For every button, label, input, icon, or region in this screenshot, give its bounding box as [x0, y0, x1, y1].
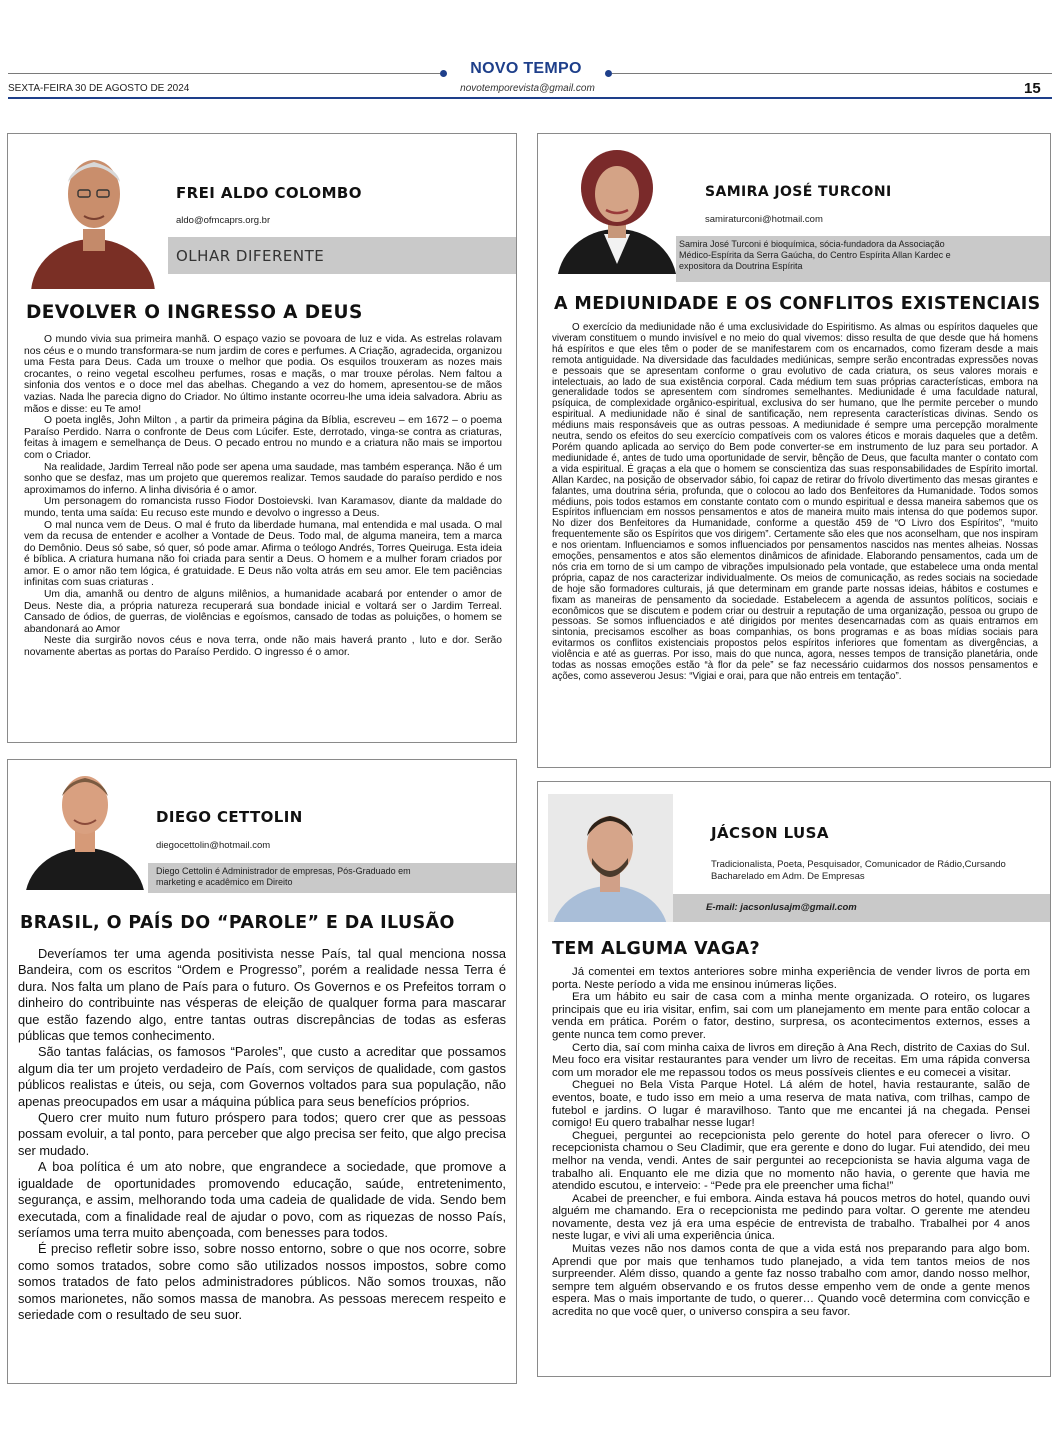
article-paragraph: Um personagem do romancista russo Fiodor Dostoievski. Ivan Karamasov, diante da maldade do mundo, tenta uma saída: Eu recuso este mundo e devolvo o ingresso a Deus. — [24, 496, 502, 519]
author-name: FREI ALDO COLOMBO — [176, 184, 362, 202]
page-number: 15 — [1024, 80, 1041, 97]
article-body — [552, 323, 1038, 683]
author-name: JÁCSON LUSA — [711, 824, 829, 842]
author-portrait-icon — [20, 760, 150, 890]
masthead-dot-left — [440, 70, 447, 77]
author-photo — [548, 794, 673, 922]
author-bio: Tradicionalista, Poeta, Pesquisador, Comunicador de Rádio,Cursando Bacharelado em Adm. De Empresas — [711, 859, 1006, 882]
article-paragraph: Certo dia, saí com minha caixa de livros em direção à Ana Rech, distrito de Caxias do Sul. Meu foco era visitar restaurantes para vender um livro de receitas. Em uma rápida conversa com um morador ele me repassou todos os meus possíveis clientes e eu comecei a visitar. — [552, 1041, 1030, 1079]
author-portrait-icon — [556, 134, 678, 274]
masthead — [0, 0, 1058, 100]
author-photo — [28, 134, 158, 289]
article-body — [18, 946, 506, 1323]
article-paragraph: Quero crer muito num futuro próspero para todos; quero crer que as pessoas possam evoluir, a tal ponto, para perceber que algo precisa ser feito, que algo precisa ser mudado. — [18, 1110, 506, 1158]
article-mediunidade — [537, 133, 1051, 768]
article-headline: DEVOLVER O INGRESSO A DEUS — [26, 302, 363, 323]
author-email[interactable]: E-mail: jacsonlusajm@gmail.com — [706, 902, 857, 913]
author-name: DIEGO CETTOLIN — [156, 808, 303, 826]
article-brasil-parole — [7, 759, 517, 1384]
article-paragraph: Já comentei em textos anteriores sobre minha experiência de vender livros de porta em porta. Neste período a vida me ensinou inúmeras lições. — [552, 966, 1030, 991]
article-headline: BRASIL, O PAÍS DO “PAROLE” E DA ILUSÃO — [20, 913, 455, 933]
article-paragraph: Neste dia surgirão novos céus e nova terra, onde não mais haverá pranto , luto e dor. Serão novamente abertas as portas do Paraíso Perdido. O ingresso é o amor. — [24, 635, 502, 659]
author-email[interactable]: samiraturconi@hotmail.com — [705, 214, 823, 225]
author-photo — [20, 760, 150, 890]
masthead-rule-right — [612, 73, 1052, 74]
article-paragraph: A boa política é um ato nobre, que engrandece a sociedade, que promove a igualdade de oportunidades promovendo educação, saúde, entretenimento, segurança, e assim, melhorando toda uma cadeia de qualidade de vida. Sendo bem executada, com a finalidade real de ajudar o povo, com as riquezas de nosso País, seríamos uma terra muito abençoada, com benesses para todos. — [18, 1159, 506, 1240]
article-paragraph: Cheguei, perguntei ao recepcionista pelo gerente do hotel para oferecer o livro. O recepcionista chamou o Seu Cladimir, que era gerente e dono do lugar. Fui atendido, dei meu melhor na venda, vendi. Antes de sair perguntei ao recepcionista se havia alguma vaga de trabalho ali. Enquanto ele me dizia que no momento não havia, o gerente que havia me atendido escutou, e interveio: - “Pede pra ele preencher uma ficha!” — [552, 1129, 1030, 1193]
article-paragraph: Um dia, amanhã ou dentro de alguns milênios, a humanidade acabará por entender o amor de Deus. Neste dia, a própria natureza recuperará sua bondade inicial e voltará ser o Jardim Terreal. Cansado de ódios, de guerras, de violências e egoísmos, cansado de todas as poluições, o homem se abandonará ao Amor — [24, 589, 502, 635]
article-tem-alguma-vaga — [537, 781, 1051, 1377]
author-bio: Diego Cettolin é Administrador de empresas, Pós-Graduado em marketing e acadêmico em Direito — [156, 866, 411, 887]
author-portrait-icon — [28, 134, 158, 289]
author-name: SAMIRA JOSÉ TURCONI — [705, 184, 892, 200]
article-paragraph: Cheguei no Bela Vista Parque Hotel. Lá além de hotel, havia restaurante, salão de eventos, boate, e tudo isso em meio a uma reserva de mata nativa, com trilhas, campo de futebol e jardins. O lugar é maravilhoso. Tanto que me encantei já na chegada. Pensei comigo! Eu quero trabalhar nesse lugar! — [552, 1079, 1030, 1130]
article-paragraph: É preciso refletir sobre isso, sobre nosso entorno, sobre o que nos ocorre, sobre como somos tratados, sobre como são utilizados nossos impostos, sobre como somos tratados de fato pelos administradores públicos. Não somos trouxas, não somos marionetes, não somos massa de manobra. As pessoas merecem respeito e seriedade com o resultado de seu suor. — [18, 1241, 506, 1322]
article-body — [552, 966, 1030, 1319]
article-paragraph: O exercício da mediunidade não é uma exclusividade do Espiritismo. As almas ou espíritos daqueles que viveram constituem o mundo invisível e no meio do qual vivemos: disso resulta de que desde que há homens há espíritos e que eles têm o poder de se manifestarem com os encarnados, como fizeram desde a mais remota antiguidade. Na diversidade das faculdades mediúnicas, sempre serão encontradas expressões novas e pessoais que se apresentam conforme o grau evolutivo de cada criatura, os seus valores morais e intelectuais, ao lado de sua existência corporal. Cada médium tem suas próprias características, embora na generalidade todos se apresentem com síndromes semelhantes. Mediunidade é uma faculdade natural, psíquica, de complexidade orgânico-espiritual, exclusiva do ser humano, que lhe permite perceber o mundo espiritual. A mediunidade não é sinal de santificação, nem representa características divinas. Sendo os médiuns mais responsáveis que as outras pessoas. A mediunidade é sempre uma percepção moralmente neutra, sendo os efeitos do seu exercício compatíveis com os valores éticos e morais daqueles que a detêm. Porém quando aplicada ao serviço do Bem pode converter-se em instrumento de luz para seu portador. A mediunidade é, antes de tudo uma oportunidade de servir, bênção de Deus, que faculta manter o contato com a vida espiritual. É graças a ela que o homem se conscientiza das suas responsabilidades de Espírito imortal. Allan Kardec, na posição de observador sábio, foi capaz de retirar do frívolo divertimento das mesas girantes e falantes, uma doutrina séria, profunda, que o colocou ao lado dos Benfeitores da Humanidade. Todos somos médiuns, pois todos estamos em constante contato com o mundo espiritual e dessa maneira sabemos que os Espíritos influenciam em nossos pensamentos e atos de maneira muito mais intensa do que podemos supor. No dizer dos Benfeitores da Humanidade, conforme a questão 459 de “O Livro dos Espíritos”, “muito frequentemente são os Espíritos que vos dirigem”. Certamente são eles que nos aconselham, que nos inspiram e nos orientam. Influenciamos e somos influenciados por pensamentos nascidos nas mentes alheias. Nossas emoções, pensamentos e atos são elementos dinâmicos de afinidade. Elaborando pensamentos, cada um de nós cria em torno de si um campo de vibrações impulsionado pela vontade, que estabelece uma onda mental própria, capaz de nos caracterizar individualmente. Os meios de comunicação, as redes sociais na sociedade de hoje são formadores culturais, já que determinam em grande parte nossas ideias, hábitos e costumes e fixam as maneiras de pensamento da sociedade. Estabelecem a agenda de assuntos políticos, sociais e econômicos que se discutem e podem criar ou destruir a reputação de uma organização, pessoa ou grupo de pessoas. Se somos influenciados e até dirigidos por mentes desencarnadas com as quais entramos em sintonia, precisamos escolher as boas companhias, os bons programas e as boas mídias sociais para evitarmos os conflitos existenciais propostos pelos espíritos inferiores que fomentam as divergências, a violência e até as guerras. Por isso, mais do que nunca, agora, nesses tempos de transição planetária, onde todas as nossas emoções estão “à flor da pele” se faz necessário cuidarmos dos nossos pensamentos e ações, como asseverou Jesus: “Vigiai e orai, para que não entreis em tentação”. — [552, 322, 1038, 682]
column-name: OLHAR DIFERENTE — [176, 247, 325, 265]
article-paragraph: O mal nunca vem de Deus. O mal é fruto da liberdade humana, mal entendida e mal usada. O mal vem da recusa de entender e acolher a Vontade de Deus. Todo mal, de alguma maneira, tem a marca do Demônio. Deus só sabe, só quer, só pode amar. Afirma o teólogo Andrés, Torres Queiruga. Esta ideia é bíblica. A criatura humana não foi criada para sentir a Deus. O homem e a mulher foram criados por amor. E o amor não tem lógica, é gratuidade. E Deus não volta atrás em seu amor. Ele tem paciências infinitas com suas criaturas . — [24, 519, 502, 589]
article-olhar-diferente — [7, 133, 517, 743]
article-paragraph: Deveríamos ter uma agenda positivista nesse País, tal qual menciona nossa Bandeira, com os escritos “Ordem e Progresso”, porém a realidade nessa Terra é dura. Nos falta um plano de País para o futuro. Os Governos e os Prefeitos torram o dinheiro do contribuinte nas vésperas de eleição de qualquer forma para mascarar que estão fazendo algo, entre tantas outras discrepâncias de todas as esferas públicas que temos conhecimento. — [18, 946, 506, 1044]
article-headline: TEM ALGUMA VAGA? — [552, 939, 761, 959]
author-portrait-icon — [548, 794, 673, 922]
issue-date: SEXTA-FEIRA 30 DE AGOSTO DE 2024 — [8, 83, 190, 94]
article-paragraph: O poeta inglês, John Milton , a partir da primeira página da Bíblia, escreveu – em 1672 – o poema Paraíso Perdido. Narra o confronte de Deus com Lúcifer. Este, derrotado, vinga-se contra as criaturas, feitas à imagem e semelhança de Deus. O pecado entrou no mundo e a criatura não mais se importou com o Criador. — [24, 415, 502, 461]
author-email[interactable]: diegocettolin@hotmail.com — [156, 840, 271, 851]
article-body — [24, 334, 502, 659]
article-paragraph: Muitas vezes não nos damos conta de que a vida está nos preparando para algo bom. Aprendi que por mais que tenhamos tudo planejado, a vida tem tantos meios de nos surpreender. Além disso, quando a gente faz nosso trabalho com amor, dando nosso melhor, sempre tem alguém observando e os frutos desse empenho vem de onde a gente menos espera. Mas o mais importante de tudo, o querer… Quando você determina com convicção e acredita no que você quer, o universo conspira a seu favor. — [552, 1243, 1030, 1319]
masthead-bottom-rule — [8, 97, 1052, 99]
publication-email: novotemporevista@gmail.com — [460, 83, 595, 94]
masthead-rule-left — [8, 73, 440, 74]
article-paragraph: São tantas falácias, os famosos “Paroles”, que custo a acreditar que possamos algum dia ter um projeto verdadeiro de País, com serviços de qualidade, com gastos públicos realistas e úteis, ou seja, com Governos voltados para sua população, não apenas preocupados em usar a máquina pública para seus benefícios próprios. — [18, 1044, 506, 1109]
article-paragraph: Era um hábito eu sair de casa com a minha mente organizada. O roteiro, os lugares principais que eu iria visitar, enfim, sai com um planejamento em mente para então colocar a venda em prática. Porém o fator, destino, surpresa, os acontecimentos externos, esses a gente nunca tem como prever. — [552, 991, 1030, 1041]
article-headline: A MEDIUNIDADE E OS CONFLITOS EXISTENCIAIS — [554, 294, 1041, 314]
masthead-dot-right — [605, 70, 612, 77]
publication-title: NOVO TEMPO — [470, 60, 582, 77]
article-paragraph: Acabei de preencher, e fui embora. Ainda estava há poucos metros do hotel, quando ouvi alguém me chamando. Era o recepcionista me pedindo para voltar. O gerente me atendeu novamente, desta vez já era uma espécie de entrevista de trabalho. Trabalhei por 4 anos neste lugar, e vivi ali uma experiência única. — [552, 1192, 1030, 1243]
article-paragraph: Na realidade, Jardim Terreal não pode ser apena uma saudade, mas também esperança. Não é um sonho que se desfaz, mas um projeto que queremos realizar. Temos saudade do paraíso perdido e nos aproximamos do inferno. A linha divisória é o amor. — [24, 461, 502, 496]
author-email[interactable]: aldo@ofmcaprs.org.br — [176, 215, 271, 226]
article-paragraph: O mundo vivia sua primeira manhã. O espaço vazio se povoara de luz e vida. As estrelas rolavam nos céus e o mundo transformara-se num jardim de cores e perfumes. A Criação, agradecida, organizou uma Festa para Deus. Cada um trouxe o melhor que podia. Os esquilos trouxeram as nozes mais crocantes, o reino vegetal escolheu perfumes, rosas e maçãs, o mar trouxe pérolas. Nem faltou a sinfonia dos ventos e o doce mel das abelhas. Chegando a vez do homem, apresentou-se de mãos vazias. Nada lhe parecia digno do Criador. No último instante ocorreu-lhe uma ideia salvadora. Abriu as mãos e disse: eu Te amo! — [24, 334, 502, 415]
author-photo — [556, 134, 678, 274]
author-bio: Samira José Turconi é bioquímica, sócia-fundadora da Associação Médico-Espírita da Serra Gaúcha, do Centro Espírita Allan Kardec e expositora da Doutrina Espírita — [679, 239, 951, 271]
